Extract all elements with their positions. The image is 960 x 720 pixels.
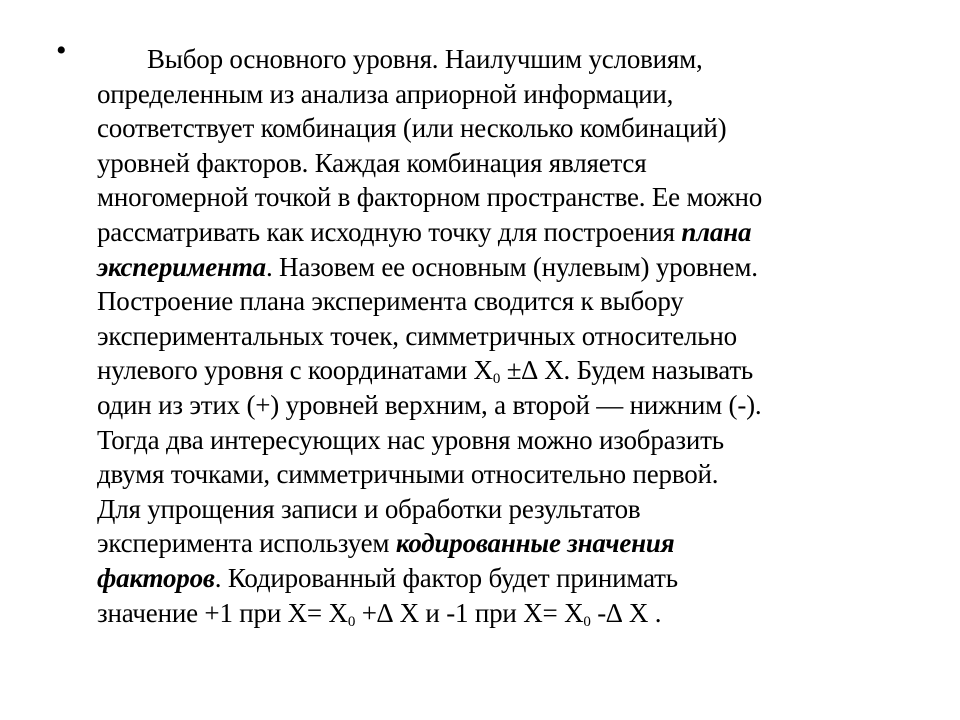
bullet-marker: •: [56, 34, 67, 67]
text-line: Тогда два интересующих нас уровня можно изобразить: [97, 424, 724, 455]
line-text: +∆ Х и -1 при Х= Х: [355, 597, 584, 628]
text-line: [97, 561, 917, 596]
line-text: ±∆ Х. Будем называть: [500, 355, 754, 386]
line-text: нулевого уровня с координатами Х: [97, 355, 493, 386]
text-line: Выбор основного уровня. Наилучшим условиям,: [147, 44, 703, 74]
text-line: [97, 215, 917, 250]
line-text: . Назовем ее основным (нулевым) уровнем.: [265, 251, 758, 282]
text-line: [97, 596, 917, 631]
line-text: рассматривать как исходную точку для построения: [97, 216, 682, 247]
text-line: уровней факторов. Каждая комбинация является: [97, 147, 647, 178]
text-line: [97, 250, 917, 285]
text-line: один из этих (+) уровней верхним, а второй — нижним (-).: [97, 389, 762, 420]
line-text: -∆ Х .: [590, 597, 662, 628]
slide-paragraph: [97, 42, 917, 630]
line-text: значение +1 при Х= Х: [97, 597, 348, 628]
text-line: Построение плана эксперимента сводится к выбору: [97, 286, 684, 317]
text-line: Для упрощения записи и обработки результатов: [97, 493, 641, 524]
text-line: [97, 526, 917, 561]
text-line: соответствует комбинация (или несколько комбинаций): [97, 113, 727, 144]
key-term-experiment: эксперимента: [97, 251, 266, 282]
subscript: 0: [492, 371, 501, 388]
text-line: многомерной точкой в факторном пространстве. Ее можно: [97, 182, 763, 213]
subscript: 0: [347, 613, 356, 630]
text-line: двумя точками, симметричными относительно первой.: [97, 459, 719, 490]
text-line: определенным из анализа априорной информации,: [97, 78, 674, 109]
text-line: экспериментальных точек, симметричных относительно: [97, 320, 737, 351]
key-term-factors: факторов: [97, 562, 215, 593]
line-text: эксперимента используем: [97, 528, 396, 559]
key-term-plan: плана: [681, 216, 752, 247]
text-line: [97, 353, 917, 388]
key-term-coded-values: кодированные значения: [395, 528, 675, 559]
line-text: . Кодированный фактор будет принимать: [214, 562, 678, 593]
subscript: 0: [583, 613, 591, 630]
